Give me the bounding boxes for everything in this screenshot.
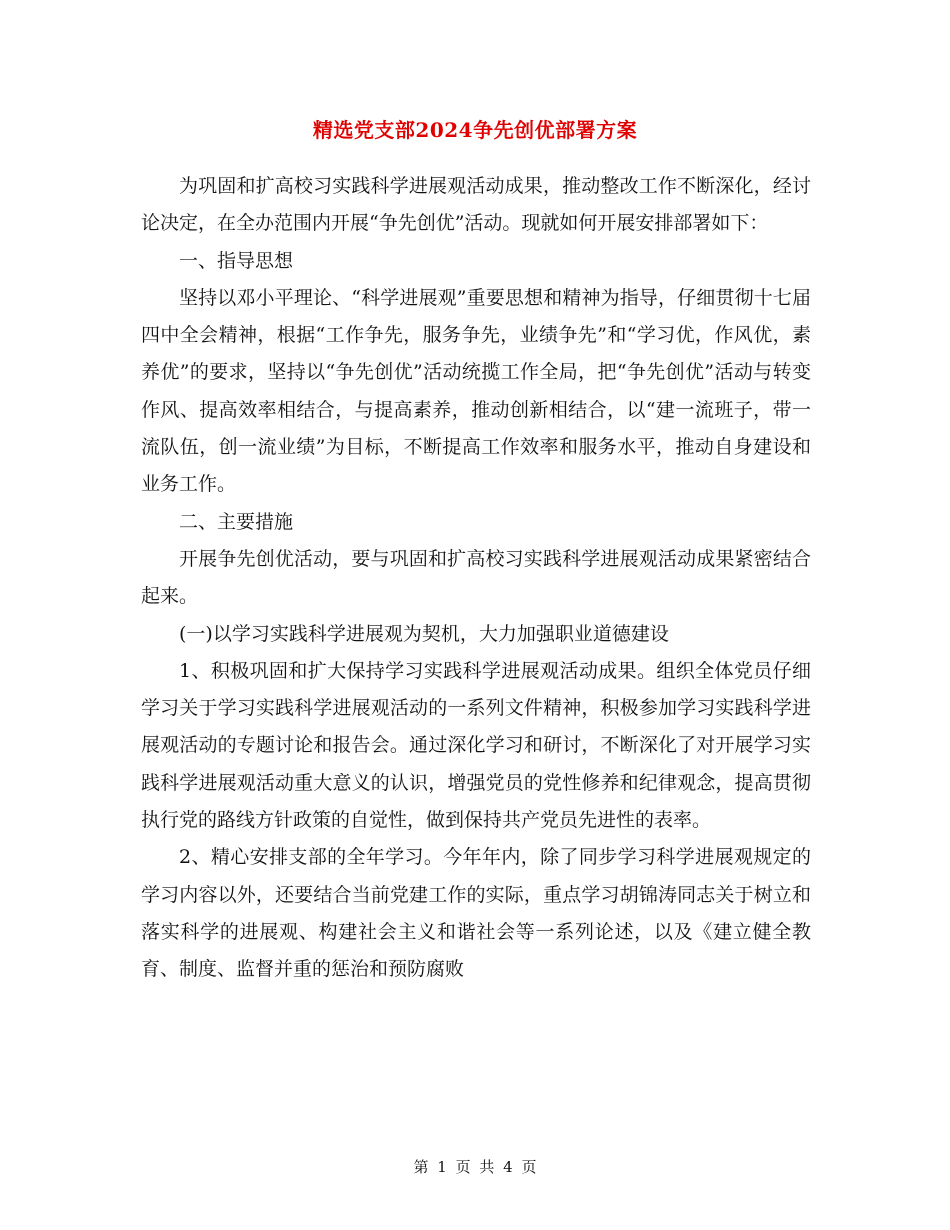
section-heading-guiding-ideology: 一、指导思想 bbox=[179, 249, 294, 272]
document-body bbox=[141, 168, 811, 989]
measure-item-2-paragraph: 2、精心安排支部的全年学习。今年年内，除了同步学习科学进展观规定的学习内容以外，还要结合当前党建工作的实际，重点学习胡锦涛同志关于树立和落实科学的进展观、构建社会主义和谐社会等一系列论述，以及《建立健全教育、制度、监督并重的惩治和预防腐败 bbox=[141, 846, 811, 981]
guiding-ideology-paragraph: 坚持以邓小平理论、“科学进展观”重要思想和精神为指导，仔细贯彻十七届四中全会精神，根据“工作争先，服务争先，业绩争先”和“学习优，作风优，素养优”的要求，坚持以“争先创优”活动统揽工作全局，把“争先创优”活动与转变作风、提高效率相结合，与提高素养，推动创新相结合，以“建一流班子，带一流队伍，创一流业绩”为目标，不断提高工作效率和服务水平，推动自身建设和业务工作。 bbox=[141, 286, 811, 496]
main-measures-paragraph: 开展争先创优活动，要与巩固和扩高校习实践科学进展观活动成果紧密结合起来。 bbox=[141, 547, 811, 608]
subsection-heading-1: (一)以学习实践科学进展观为契机，大力加强职业道德建设 bbox=[179, 622, 669, 645]
intro-paragraph: 为巩固和扩高校习实践科学进展观活动成果，推动整改工作不断深化，经讨论决定，在全办范围内开展“争先创优”活动。现就如何开展安排部署如下： bbox=[141, 175, 811, 235]
page-footer: 第 1 页 共 4 页 bbox=[413, 1158, 537, 1176]
section-heading-main-measures: 二、主要措施 bbox=[179, 510, 294, 533]
document-title: 精选党支部2024争先创优部署方案 bbox=[312, 118, 638, 142]
measure-item-1-paragraph: 1、积极巩固和扩大保持学习实践科学进展观活动成果。组织全体党员仔细学习关于学习实践科学进展观活动的一系列文件精神，积极参加学习实践科学进展观活动的专题讨论和报告会。通过深化学习和研讨，不断深化了对开展学习实践科学进展观活动重大意义的认识，增强党员的党性修养和纪律观念，提高贯彻执行党的路线方针政策的自觉性，做到保持共产党员先进性的表率。 bbox=[141, 659, 811, 832]
